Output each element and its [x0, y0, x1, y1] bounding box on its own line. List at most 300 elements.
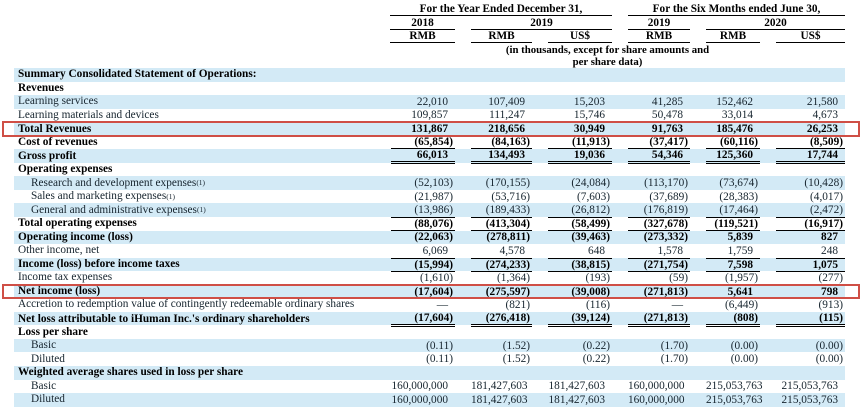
cell-value: (17,464): [719, 204, 758, 217]
cell-value: (0.00): [730, 339, 758, 352]
value-cell: [612, 231, 690, 245]
value-cell: [390, 109, 455, 123]
value-cell: [390, 393, 455, 407]
cell-value: (1,364): [497, 271, 530, 284]
cell-value: (0.22): [582, 339, 610, 352]
value-cell: [532, 244, 612, 258]
value-cell: [760, 339, 845, 353]
value-cell: [455, 82, 532, 96]
value-cell: [532, 122, 612, 136]
cell-value: 181,427,603: [471, 380, 528, 393]
value-cell: [390, 176, 455, 190]
cell-value: (16,917): [804, 218, 843, 231]
cell-value: (1.52): [502, 339, 530, 352]
value-cell: [760, 325, 845, 339]
value-cell: [455, 298, 532, 312]
value-cell: [390, 203, 455, 217]
cell-value: (10,428): [804, 177, 843, 190]
row-label: Learning materials and devices: [18, 108, 159, 121]
cell-value: (1.52): [502, 353, 530, 366]
cell-value: (271,754): [643, 258, 688, 271]
cell-value: 26,253: [806, 123, 838, 136]
row-label: Learning services: [18, 95, 98, 108]
table-row: [14, 244, 845, 258]
cell-value: (38,815): [571, 258, 610, 271]
cell-value: 648: [588, 244, 605, 257]
row-label: Income (loss) before income taxes: [18, 258, 180, 271]
value-cell: [760, 380, 845, 394]
value-cell: [532, 380, 612, 394]
currency-header: RMB: [690, 30, 760, 44]
value-cell: [690, 82, 760, 96]
value-cell: [612, 271, 690, 285]
value-cell: [612, 217, 690, 231]
value-cell: [760, 298, 845, 312]
cell-value: 66,013: [416, 149, 448, 162]
value-cell: [760, 122, 845, 136]
cell-value: 111,247: [489, 109, 525, 122]
value-cell: [390, 298, 455, 312]
cell-value: (913): [818, 299, 843, 312]
value-cell: [455, 95, 532, 109]
table-row: [14, 312, 845, 326]
value-cell: [612, 190, 690, 204]
value-cell: [532, 271, 612, 285]
cell-value: (28,383): [719, 190, 758, 203]
value-cell: [455, 231, 532, 245]
value-cell: [690, 352, 760, 366]
row-label: Operating expenses: [18, 163, 113, 175]
value-cell: [390, 258, 455, 272]
value-cell: [760, 109, 845, 123]
value-cell: [760, 217, 845, 231]
value-cell: [455, 393, 532, 407]
row-label: Total operating expenses: [18, 217, 137, 230]
cell-value: 181,427,603: [548, 380, 605, 393]
cell-value: 215,053,763: [781, 393, 838, 406]
cell-value: (278,811): [486, 231, 530, 244]
cell-value: 181,427,603: [548, 393, 605, 406]
row-label: General and administrative expenses (1): [31, 203, 206, 216]
value-cell: [690, 393, 763, 407]
value-cell: [612, 176, 690, 190]
value-cell: [690, 190, 760, 204]
cell-value: (189,433): [485, 204, 530, 217]
value-cell: [455, 217, 532, 231]
value-cell: [690, 122, 760, 136]
value-cell: [390, 231, 455, 245]
table-row: [14, 203, 845, 217]
cell-value: (4,017): [810, 190, 843, 203]
currency-header: US$: [532, 30, 612, 44]
value-cell: [760, 190, 845, 204]
cell-value: (276,418): [485, 311, 530, 324]
value-cell: [455, 325, 532, 339]
row-label: Research and development expenses (1): [31, 176, 206, 189]
value-cell: [760, 393, 845, 407]
cell-value: (0.11): [426, 353, 453, 366]
cell-value: 160,000,000: [391, 393, 448, 406]
value-cell: [390, 285, 455, 299]
value-cell: [390, 95, 455, 109]
header-year-row: [14, 16, 845, 30]
cell-value: 15,203: [573, 95, 605, 108]
table-row: [14, 271, 845, 285]
value-cell: [612, 258, 690, 272]
table-row: [14, 339, 845, 353]
cell-value: (65,854): [414, 136, 453, 148]
cell-value: (60,116): [720, 136, 758, 148]
cell-value: (0.00): [730, 353, 758, 366]
cell-value: (273,332): [643, 231, 688, 244]
value-cell: [690, 203, 760, 217]
table-row: [14, 380, 845, 394]
cell-value: 91,763: [651, 123, 683, 136]
value-cell: [455, 190, 532, 204]
value-cell: [532, 176, 612, 190]
value-cell: [690, 95, 760, 109]
value-cell: [390, 68, 455, 82]
value-cell: [532, 352, 612, 366]
value-cell: [690, 325, 760, 339]
cell-value: (58,499): [571, 218, 610, 231]
cell-value: 5,839: [727, 231, 753, 244]
table-row: [14, 136, 845, 150]
value-cell: [455, 136, 532, 150]
value-cell: [612, 352, 690, 366]
cell-value: 798: [821, 285, 838, 298]
value-cell: [612, 393, 690, 407]
value-cell: [532, 217, 612, 231]
value-cell: [455, 285, 532, 299]
cell-value: (113,170): [644, 177, 688, 190]
value-cell: [760, 203, 845, 217]
value-cell: [690, 258, 760, 272]
value-cell: [532, 109, 612, 123]
cell-value: (271,813): [643, 285, 688, 298]
value-cell: [455, 244, 532, 258]
value-cell: [612, 380, 690, 394]
cell-value: 41,285: [651, 95, 683, 108]
cell-value: 1,075: [812, 258, 838, 271]
value-cell: [690, 217, 760, 231]
cell-value: (52,103): [414, 177, 453, 190]
value-cell: [390, 163, 455, 177]
cell-value: (413,304): [485, 218, 530, 231]
row-label: Gross profit: [18, 150, 77, 163]
table-row: [14, 258, 845, 272]
value-cell: [612, 366, 690, 380]
row-label: Operating income (loss): [18, 230, 133, 243]
value-cell: [760, 68, 845, 82]
table-row: [14, 285, 845, 299]
header-currency-row: [14, 30, 845, 44]
cell-value: (271,813): [643, 311, 688, 324]
value-cell: [532, 258, 612, 272]
cell-value: 131,867: [411, 123, 448, 136]
cell-value: 21,580: [806, 95, 838, 108]
cell-value: (821): [505, 299, 530, 312]
cell-value: 827: [821, 231, 838, 244]
cell-value: (170,155): [485, 177, 530, 190]
cell-value: (116): [585, 299, 610, 312]
table-row: [14, 109, 845, 123]
value-cell: [690, 298, 760, 312]
cell-value: (0.11): [426, 339, 453, 352]
row-label: Revenues: [18, 81, 64, 94]
value-cell: [455, 258, 532, 272]
cell-value: (8,509): [810, 136, 843, 148]
value-cell: [760, 244, 845, 258]
cell-value: (11,913): [572, 136, 610, 148]
row-label: Cost of revenues: [18, 135, 98, 148]
value-cell: [532, 203, 612, 217]
cell-value: (17,604): [414, 285, 453, 298]
cell-value: 6,069: [422, 244, 448, 257]
value-cell: [690, 163, 760, 177]
cell-value: 215,053,763: [706, 380, 763, 393]
cell-value: 248: [821, 244, 838, 257]
table-row: [14, 366, 845, 380]
cell-value: (6,449): [725, 299, 758, 312]
value-cell: [390, 82, 455, 96]
cell-value: 160,000,000: [628, 380, 685, 393]
value-cell: [690, 285, 760, 299]
value-cell: [690, 244, 760, 258]
value-cell: [760, 176, 845, 190]
cell-value: (59): [669, 271, 688, 284]
value-cell: [390, 366, 455, 380]
row-label: Loss per share: [18, 325, 88, 338]
value-cell: [612, 298, 690, 312]
cell-value: 160,000,000: [391, 380, 448, 393]
value-cell: [532, 366, 612, 380]
table-row: [14, 176, 845, 190]
value-cell: [455, 122, 532, 136]
cell-value: (1.70): [660, 339, 688, 352]
row-label: Net loss attributable to iHuman Inc.'s ordinary shareholders: [18, 312, 310, 325]
value-cell: [390, 217, 455, 231]
cell-value: 1,759: [727, 244, 753, 257]
units-note: (in thousands, except for share amounts and per share data): [505, 44, 710, 68]
row-label: Summary Consolidated Statement of Operations:: [18, 68, 257, 81]
value-cell: [612, 203, 690, 217]
cell-value: (327,678): [643, 218, 688, 231]
cell-value: (37,689): [649, 190, 688, 203]
value-cell: [612, 163, 690, 177]
year-header-2018: 2018: [390, 16, 455, 30]
cell-value: (88,076): [414, 218, 453, 231]
cell-value: (193): [585, 271, 610, 284]
cell-value: 160,000,000: [628, 393, 685, 406]
value-cell: [455, 109, 532, 123]
cell-value: 185,476: [716, 123, 753, 136]
table-row: [14, 393, 845, 407]
cell-value: (13,986): [414, 204, 453, 217]
header-note-row: [14, 43, 845, 68]
cell-value: 181,427,603: [471, 393, 528, 406]
value-cell: [612, 122, 690, 136]
cell-value: (24,084): [571, 177, 610, 190]
column-group-title: For the Year Ended December 31,: [390, 2, 612, 16]
value-cell: [690, 176, 760, 190]
value-cell: [455, 380, 532, 394]
row-label: Sales and marketing expenses (1): [31, 190, 175, 203]
value-cell: [612, 325, 690, 339]
cell-value: (84,163): [491, 136, 530, 148]
cell-value: 33,014: [721, 109, 753, 122]
row-label: Diluted: [31, 393, 65, 406]
cell-value: (0.00): [815, 339, 843, 352]
row-label: Basic: [31, 339, 57, 352]
value-cell: [760, 82, 845, 96]
cell-value: (7,603): [577, 190, 610, 203]
cell-value: 218,656: [488, 123, 525, 136]
currency-header: RMB: [612, 30, 690, 44]
cell-value: 4,673: [812, 109, 838, 122]
table-row: [14, 82, 845, 96]
value-cell: [532, 339, 612, 353]
cell-value: (0.00): [815, 353, 843, 366]
cell-value: 30,949: [573, 123, 605, 136]
row-label: Income tax expenses: [18, 271, 113, 284]
cell-value: (1,610): [420, 271, 453, 284]
value-cell: [390, 380, 455, 394]
value-cell: [690, 271, 760, 285]
value-cell: [532, 393, 612, 407]
value-cell: [760, 231, 845, 245]
table-row: [14, 352, 845, 366]
value-cell: [532, 298, 612, 312]
cell-value: —: [436, 299, 448, 312]
cell-value: 7,598: [727, 258, 753, 271]
value-cell: [612, 136, 690, 150]
cell-value: (53,716): [491, 190, 530, 203]
table-row: [14, 325, 845, 339]
value-cell: [532, 82, 612, 96]
cell-value: 215,053,763: [781, 380, 838, 393]
value-cell: [455, 271, 532, 285]
value-cell: [390, 136, 455, 150]
cell-value: (15,994): [414, 258, 453, 271]
value-cell: [390, 244, 455, 258]
value-cell: [690, 231, 760, 245]
value-cell: [532, 163, 612, 177]
cell-value: 4,578: [499, 244, 525, 257]
cell-value: (21,987): [414, 190, 453, 203]
value-cell: [390, 339, 455, 353]
value-cell: [532, 285, 612, 299]
value-cell: [612, 95, 690, 109]
value-cell: [390, 122, 455, 136]
value-cell: [390, 190, 455, 204]
value-cell: [690, 380, 763, 394]
cell-value: 1,578: [657, 244, 683, 257]
value-cell: [532, 95, 612, 109]
row-label: Weighted average shares used in loss per share: [18, 366, 244, 379]
cell-value: 109,857: [411, 109, 448, 122]
cell-value: 107,409: [488, 95, 525, 108]
value-cell: [532, 231, 612, 245]
row-label: Net income (loss): [18, 285, 101, 298]
cell-value: —: [671, 299, 683, 312]
cell-value: (277): [818, 271, 843, 284]
value-cell: [455, 68, 532, 82]
table-row: [14, 190, 845, 204]
currency-header: RMB: [390, 30, 455, 44]
cell-value: 134,493: [488, 149, 525, 162]
cell-value: 17,744: [806, 149, 838, 162]
value-cell: [760, 352, 845, 366]
row-label: Basic: [31, 379, 57, 392]
value-cell: [760, 136, 845, 150]
row-label: Diluted: [31, 352, 65, 365]
value-cell: [612, 285, 690, 299]
value-cell: [612, 82, 690, 96]
currency-header: US$: [760, 30, 845, 44]
cell-value: (275,597): [485, 285, 530, 298]
cell-value: 152,462: [716, 95, 753, 108]
cell-value: (1,957): [725, 271, 758, 284]
cell-value: (17,604): [414, 311, 453, 324]
table-row: [14, 149, 845, 163]
value-cell: [690, 68, 760, 82]
table-row: [14, 163, 845, 177]
value-cell: [532, 136, 612, 150]
cell-value: (1.70): [660, 353, 688, 366]
cell-value: 22,010: [416, 95, 448, 108]
value-cell: [455, 203, 532, 217]
cell-value: (808): [733, 311, 758, 324]
cell-value: (176,819): [643, 204, 688, 217]
cell-value: (73,674): [719, 177, 758, 190]
cell-value: (22,063): [414, 231, 453, 244]
cell-value: (37,417): [649, 136, 688, 148]
value-cell: [532, 190, 612, 204]
value-cell: [760, 258, 845, 272]
row-label: Other income, net: [18, 244, 100, 257]
cell-value: (39,463): [571, 231, 610, 244]
table-row: [14, 122, 845, 136]
cell-value: (274,233): [485, 258, 530, 271]
cell-value: (2,472): [810, 204, 843, 217]
value-cell: [532, 325, 612, 339]
value-cell: [760, 285, 845, 299]
value-cell: [455, 352, 532, 366]
cell-value: 54,346: [651, 149, 683, 162]
value-cell: [690, 109, 760, 123]
value-cell: [760, 366, 845, 380]
cell-value: 215,053,763: [706, 393, 763, 406]
cell-value: (115): [819, 311, 843, 324]
value-cell: [612, 244, 690, 258]
value-cell: [455, 176, 532, 190]
value-cell: [612, 109, 690, 123]
table-row: [14, 95, 845, 109]
value-cell: [760, 95, 845, 109]
table-row: [14, 298, 845, 312]
cell-value: (39,124): [571, 311, 610, 324]
value-cell: [690, 339, 760, 353]
value-cell: [390, 271, 455, 285]
year-header-2020: 2020: [690, 16, 845, 30]
value-cell: [690, 136, 760, 150]
cell-value: 50,478: [651, 109, 683, 122]
cell-value: 15,746: [573, 109, 605, 122]
currency-header: RMB: [455, 30, 532, 44]
value-cell: [532, 68, 612, 82]
table-row: [14, 217, 845, 231]
